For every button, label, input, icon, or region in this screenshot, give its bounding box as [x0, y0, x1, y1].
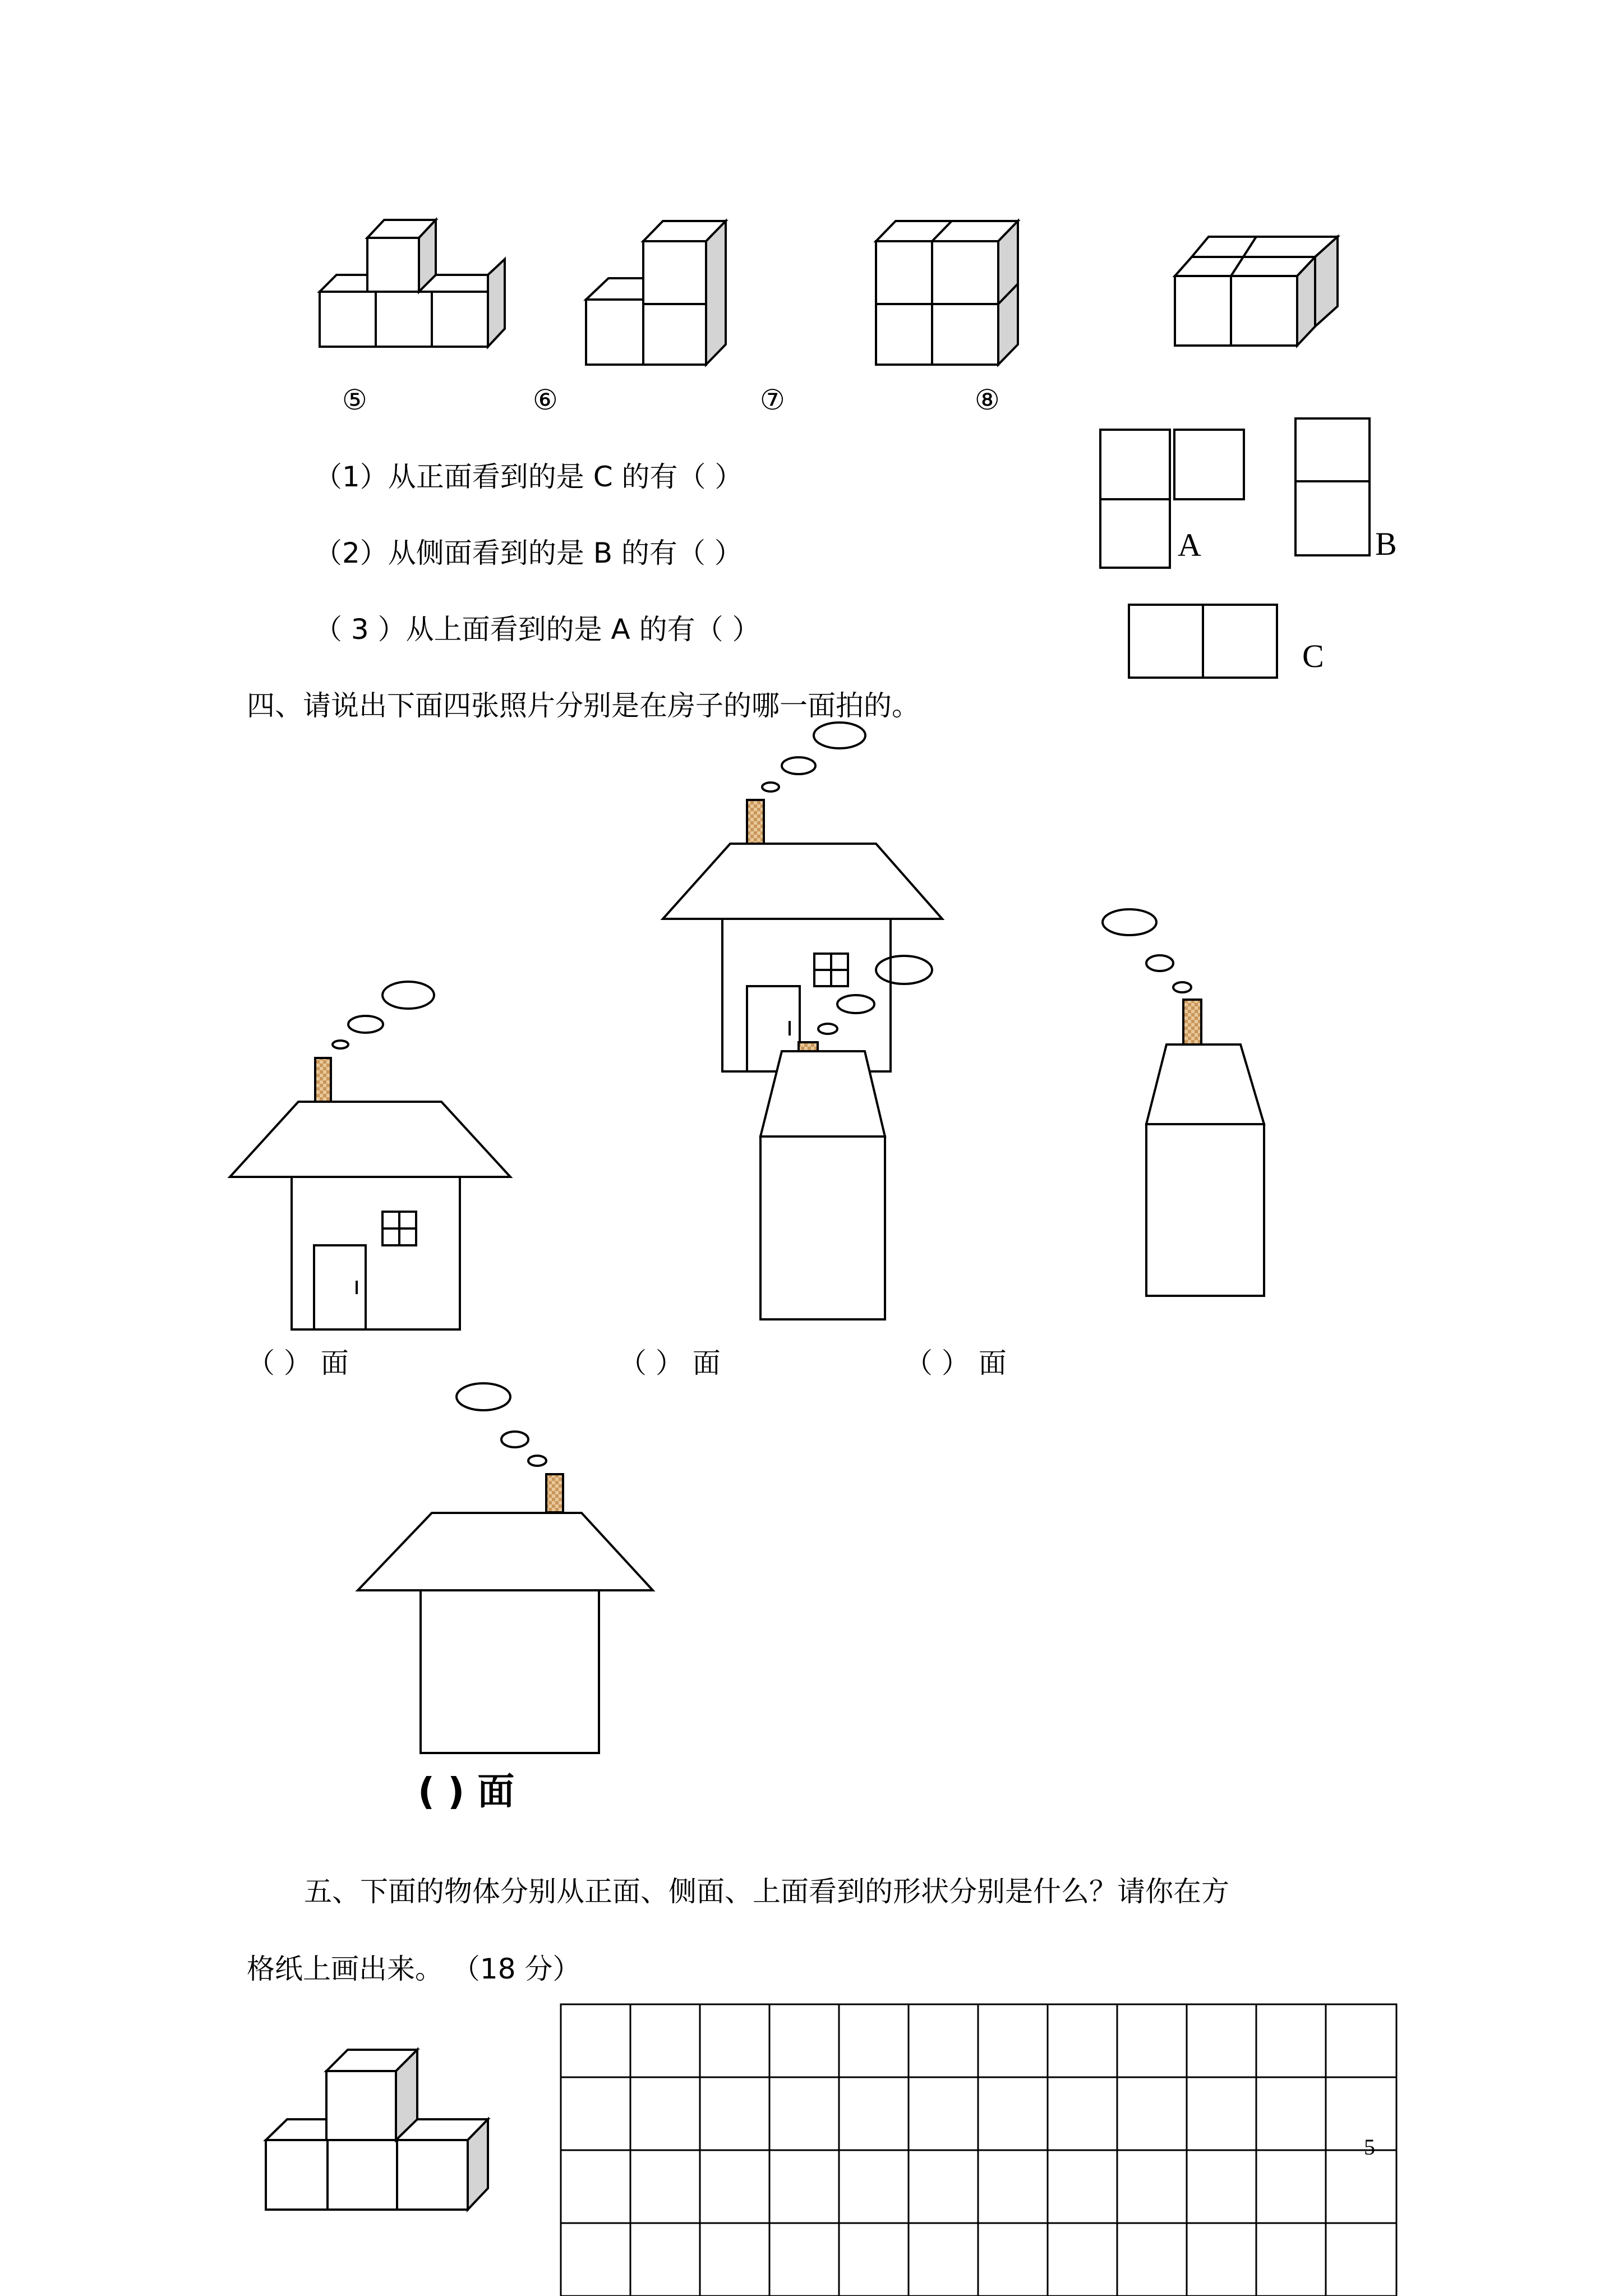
view-shape-c	[1129, 605, 1277, 678]
answer-blank-2: （ ） 面	[619, 1347, 721, 1379]
cube-figure-5	[320, 220, 505, 347]
cube-figure-7	[876, 221, 1018, 365]
section5-line1: 五、下面的物体分别从正面、侧面、上面看到的形状分别是什么？请你在方	[304, 1875, 1229, 1908]
house-front-view	[230, 982, 510, 1329]
cube-object-section5	[266, 2050, 488, 2210]
figure-number-8: ⑧	[975, 384, 1000, 416]
cube-figure-8	[1175, 237, 1338, 346]
view-shape-b	[1295, 418, 1370, 555]
view-label-a: A	[1178, 527, 1201, 563]
house-middle-front	[663, 723, 942, 1071]
figure-number-7: ⑦	[760, 384, 785, 416]
house-back-view	[358, 1383, 653, 1753]
grid-paper	[561, 2004, 1396, 2296]
figure-number-6: ⑥	[533, 384, 558, 416]
house-right-side	[1103, 909, 1264, 1296]
cube-figure-6	[586, 221, 726, 365]
question-2: （2）从侧面看到的是 B 的有（ ）	[314, 537, 743, 569]
figure-number-5: ⑤	[342, 384, 367, 416]
answer-blank-4: ( ) 面	[418, 1770, 515, 1813]
section4-title: 四、请说出下面四张照片分别是在房子的哪一面拍的。	[247, 689, 920, 722]
question-1: （1）从正面看到的是 C 的有（ ）	[314, 461, 743, 493]
answer-blank-3: （ ） 面	[905, 1347, 1007, 1379]
section5-line2: 格纸上画出来。 （18 分）	[247, 1953, 581, 1985]
answer-blank-1: （ ） 面	[247, 1347, 349, 1379]
question-3: （ 3 ）从上面看到的是 A 的有（ ）	[314, 613, 760, 646]
view-label-c: C	[1302, 638, 1324, 674]
view-shape-a	[1100, 430, 1244, 568]
page-number: 5	[1364, 2134, 1375, 2160]
view-label-b: B	[1375, 526, 1397, 562]
